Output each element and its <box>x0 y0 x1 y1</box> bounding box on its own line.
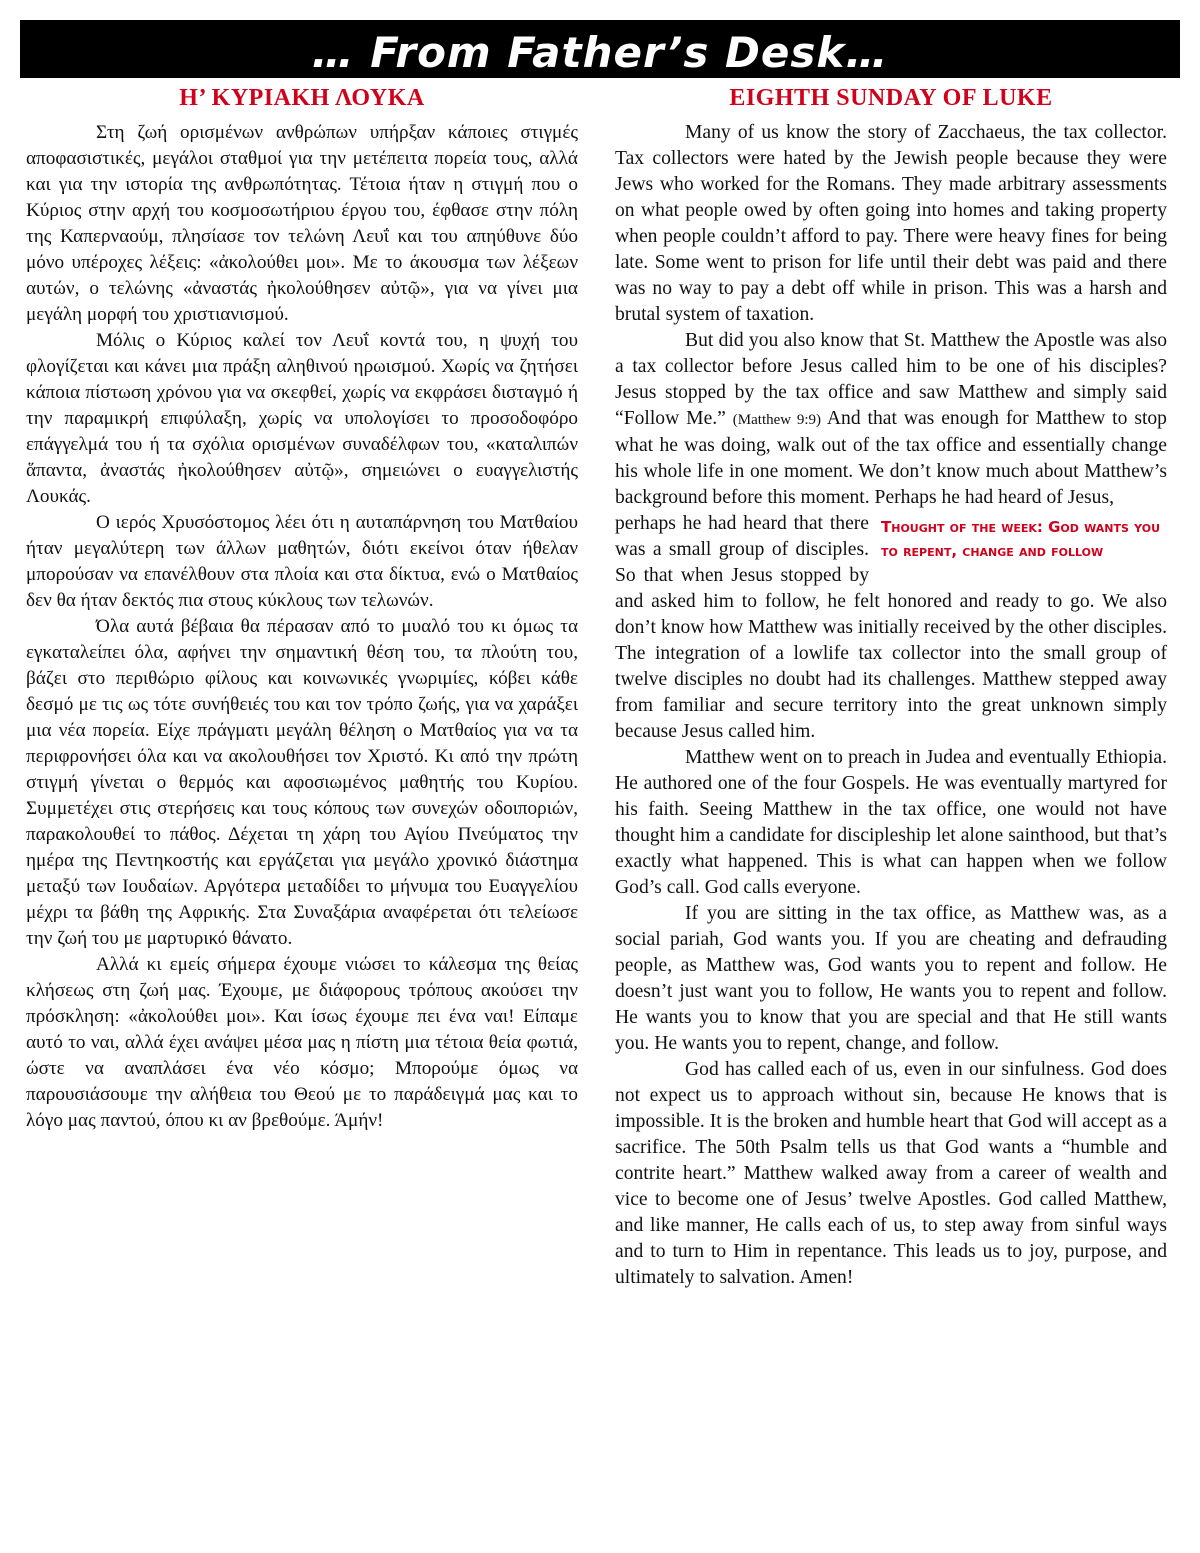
english-text: And that was enough for Matthew to stop what he was doing, walk out of the tax office and essentially change his whole life in one moment. We don’t know much about Matthew’s background before this moment. Perhaps he had heard of Jesus, <box>615 408 1167 508</box>
greek-paragraph: Ο ιερός Χρυσόστομος λέει ότι η αυταπάρνηση του Ματθαίου ήταν μεγαλύτερη των άλλων μαθητών, διότι εκείνοι όταν ήθελαν μπορούσαν να επανέλθουν στα πλοία και στα δίκτυα, ενώ ο Ματθαίος δεν θα ήταν δεκτός πια στους κύκλους των τελωνών. <box>26 512 578 611</box>
english-paragraph: Many of us know the story of Zacchaeus, the tax collector. Tax collectors were hated by the Jewish people because they were Jews who worked for the Romans. They made arbitrary assessments on what people owed by often going into homes and taking property when people couldn’t afford to pay. There were heavy fines for being late. Some went to prison for life until their debt was paid and there was no way to pay a debt off while in prison. This was a harsh and brutal system of taxation. <box>615 122 1167 325</box>
english-text: But did you also know that St. Matthew the Apostle was also a tax collector before Jesus called him to be one of his disciples? Jesus stopped by the tax office and saw Matthew and simply said “Follow Me.” <box>615 330 1167 429</box>
english-paragraph: Matthew went on to preach in Judea and eventually Ethiopia. He authored one of the four Gospels. He was eventually martyred for his faith. Seeing Matthew in the tax office, one would not have thought him a candidate for discipleship let alone sainthood, but that’s exactly what happened. This is what can happen when we follow God’s call. God calls everyone. <box>615 747 1167 898</box>
english-paragraph: God has called each of us, even in our sinfulness. God does not expect us to approach without sin, because He knows that is impossible. It is the broken and humble heart that God will accept as a sacrifice. The 50th Psalm tells us that God wants a “humble and contrite heart.” Matthew walked away from a career of wealth and vice to become one of Jesus’ twelve Apostles. God called Matthew, and like manner, He calls each of us, to step away from sinful ways and to turn to Him in repentance. This leads us to joy, purpose, and ultimately to salvation. Amen! <box>615 1059 1167 1288</box>
greek-paragraph: Αλλά κι εμείς σήμερα έχουμε νιώσει το κάλεσμα της θείας κλήσεως στη ζωή μας. Έχουμε, με διάφορους τρόπους ακούσει την πρόσκληση: «ἀκολούθει μοι». Και ίσως έχουμε πει ένα ναι! Είπαμε αυτό το ναι, αλλά έχει ανάψει μέσα μας η πίστη μια τέτοια θεία φωτιά, ώστε να αναπλάσει ένα νέο κόσμο; Μπορούμε όμως να παρουσιάσουμε την αλήθεια του Θεού με το παράδειγμά μας και το λόγο μας παντού, όπου κι αν βρεθούμε. Άμήν! <box>26 954 578 1131</box>
english-column <box>615 84 1167 1291</box>
thought-of-week-callout: Thought of the week: God wants you to repent, change and follow <box>881 518 1160 560</box>
scripture-reference: (Matthew 9:9) <box>732 412 822 428</box>
banner-title: … From Father’s Desk… <box>311 28 889 77</box>
english-title: EIGHTH SUNDAY OF LUKE <box>729 85 1053 111</box>
english-text: perhaps he had heard that there was a small group of disciples. So that when Jesus stopped by and asked him to follow, he felt honored and ready to go. We also don’t know how Matthew was initially received by the other disciples. The integration of a lowlife tax collector into the small group of twelve disciples no doubt had its challenges. Matthew stepped away from familiar and secure territory into the great unknown simply because Jesus called him. <box>615 513 1167 742</box>
english-paragraph: If you are sitting in the tax office, as Matthew was, as a social pariah, God wants you. If you are cheating and defrauding people, as Matthew was, God wants you to repent and follow. He doesn’t just want you to follow, He wants you to repent and follow. He wants you to know that you are special and that He still wants you. He wants you to repent, change, and follow. <box>615 903 1167 1054</box>
greek-paragraph: Μόλις ο Κύριος καλεί τον Λευΐ κοντά του, η ψυχή του φλογίζεται και κάνει μια πράξη αληθινού ηρωισμού. Χωρίς να ζητήσει κάποια πίστωση χρόνου για να σκεφθεί, χωρίς να εκφράσει δισταγμό ή την παραμικρή επιφύλαξη, χωρίς να υπολογίσει το προσοδοφόρο επάγγελμά του ή τα σχόλια ορισμένων συναδέλφων του, «καταλιπών ἅπαντα, ἀναστάς ἠκολούθησεν αὐτῷ», σημειώνει ο ευαγγελιστής Λουκάς. <box>26 330 578 507</box>
english-paragraph <box>615 511 1167 745</box>
greek-title: Η’ ΚΥΡΙΑΚΗ ΛΟΥΚΑ <box>179 85 425 111</box>
greek-paragraph: Όλα αυτά βέβαια θα πέρασαν από το μυαλό του κι όμως τα εγκαταλείπει όλα, αφήνει την σημαντική θέση του, τα πλούτη του, βάζει στο περιθώριο φίλους και κοινωνικές γνωριμίες, κόβει κάθε δεσμό με τις ως τότε συνήθειές του και τον τρόπο ζωής, για να χαράξει μια νέα πορεία. Είχε πράγματι μεγάλη θέληση ο Ματθαίος για να τα περιφρονήσει όλα και να ακολουθήσει τον Χριστό. Κι από την πρώτη στιγμή γίνεται ο θερμός και αφοσιωμένος μαθητής του Κυρίου. Συμμετέχει στις στερήσεις και τους κόπους των συνεχών οδοιποριών, παρακολουθεί το πάθος. Δέχεται τη χάρη του Αγίου Πνεύματος την ημέρα της Πεντηκοστής και εργάζεται για μεγάλο χρονικό διάστημα μεταξύ των Ιουδαίων. Αργότερα μεταδίδει το μήνυμα του Ευαγγελίου μέχρι τα βάθη της Αφρικής. Στα Συναξάρια αναφέρεται ότι τελείωσε την ζωή του με μαρτυρικό θάνατο. <box>26 616 578 949</box>
english-paragraph <box>615 328 1167 511</box>
greek-paragraph: Στη ζωή ορισμένων ανθρώπων υπήρξαν κάποιες στιγμές αποφασιστικές, μεγάλοι σταθμοί για την μετέπειτα πορεία τους, αλλά και για την ιστορία της ανθρωπότητας. Τέτοια ήταν η στιγμή που ο Κύριος στην αρχή του κοσμοσωτήριου έργου του, έφθασε στην πόλη της Καπερναούμ, πλησίασε τον τελώνη Λευΐ και του απηύθυνε δύο μόνο υπέροχες λέξεις: «ἀκολούθει μοι». Με το άκουσμα των λέξεων αυτών, ο τελώνης «ἀναστάς ἠκολούθησεν αὐτῷ», για να γίνει μια μεγάλη μορφή του χριστιανισμού. <box>26 122 578 325</box>
page-banner <box>20 20 1180 78</box>
greek-column <box>26 84 578 1134</box>
